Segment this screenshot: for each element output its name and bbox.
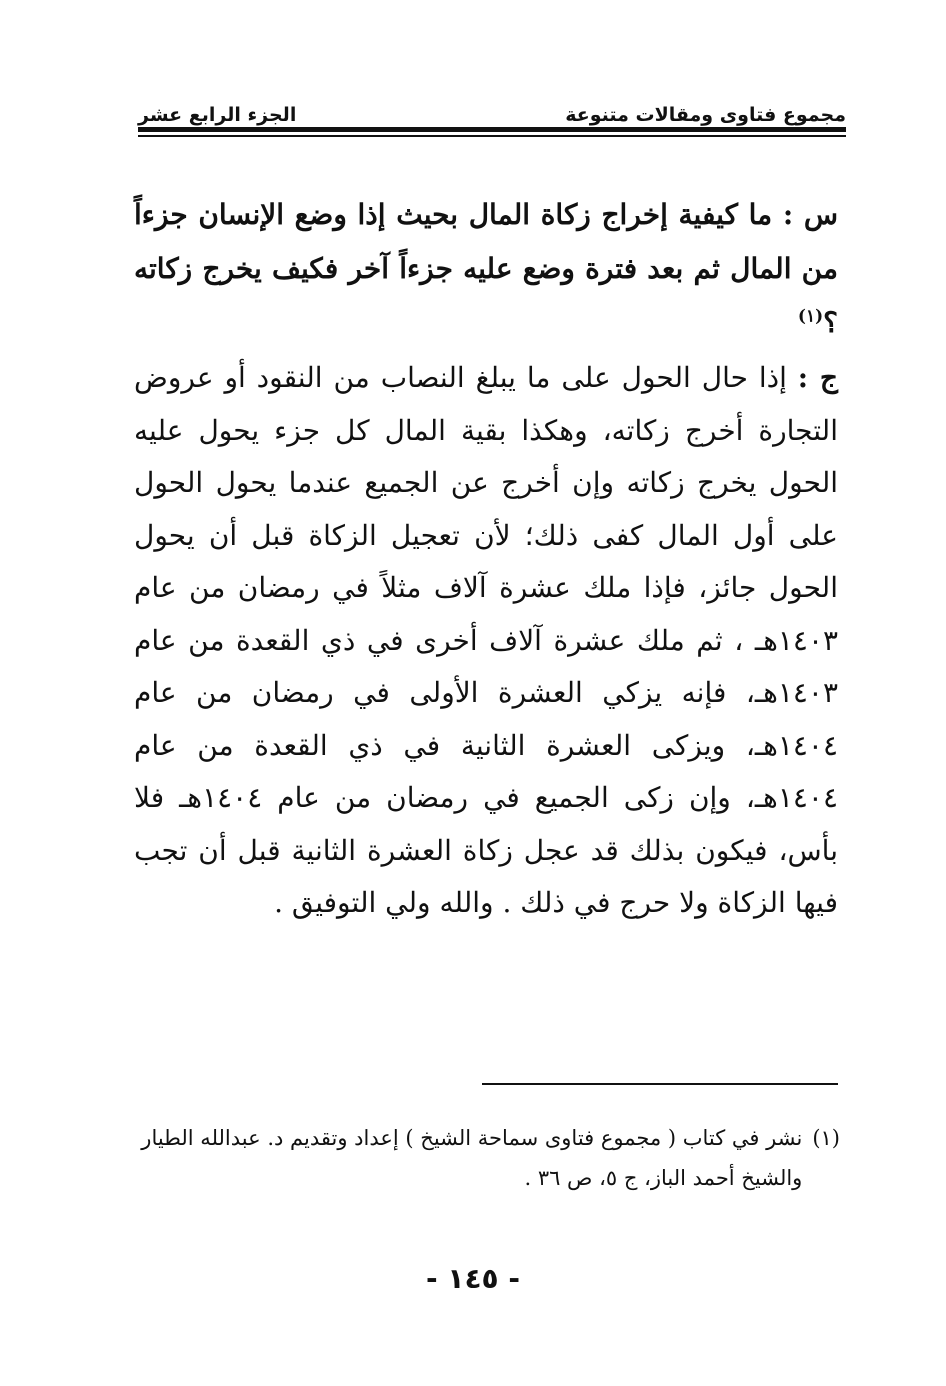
header-book-title: مجموع فتاوى ومقالات متنوعة bbox=[565, 104, 846, 126]
answer-paragraph bbox=[134, 352, 838, 930]
footnote-text: نشر في كتاب ( مجموع فتاوى سماحة الشيخ ) إعداد وتقديم د. عبدالله الطيار والشيخ أحمد الباز، ج ٥، ص ٣٦ . bbox=[141, 1126, 803, 1190]
footnote bbox=[134, 1118, 840, 1198]
question-text: ما كيفية إخراج زكاة المال بحيث إذا وضع الإنسان جزءاً من المال ثم بعد فترة وضع عليه جزءاً آخر فكيف يخرج زكاته ؟ bbox=[134, 198, 838, 339]
answer-marker: ج : bbox=[797, 361, 838, 394]
header-rule-thin bbox=[138, 135, 846, 137]
footnote-reference[interactable]: (١) bbox=[797, 306, 824, 327]
footnote-number: (١) bbox=[812, 1126, 840, 1150]
question-paragraph bbox=[134, 188, 838, 350]
header-volume: الجزء الرابع عشر bbox=[138, 104, 297, 126]
running-header bbox=[138, 92, 846, 126]
footnote-separator bbox=[482, 1083, 838, 1085]
header-rule-thick bbox=[138, 127, 846, 132]
page-number: - ١٤٥ - bbox=[425, 1262, 521, 1295]
question-marker: س : bbox=[782, 198, 838, 231]
answer-text: إذا حال الحول على ما يبلغ النصاب من النقود أو عروض التجارة أخرج زكاته، وهكذا بقية المال كل جزء يحول عليه الحول يخرج زكاته وإن أخرج عن الجميع عندما يحول الحول على أول المال كفى ذلك؛ لأن تعجيل الزكاة قبل أن يحول الحول جائز، فإذا ملك عشرة آلاف مثلاً في رمضان من عام ١٤٠٣هـ ، ثم ملك عشرة آلاف أخرى في ذي القعدة من عام ١٤٠٣هـ، فإنه يزكي العشرة الأولى في رمضان من عام ١٤٠٤هـ، ويزكى العشرة الثانية في ذي القعدة من عام ١٤٠٤هـ، وإن زكى الجميع في رمضان من عام ١٤٠٤هـ فلا بأس، فيكون بذلك قد عجل زكاة العشرة الثانية قبل أن تجب فيها الزكاة ولا حرج في ذلك . والله ولي التوفيق . bbox=[134, 361, 839, 919]
